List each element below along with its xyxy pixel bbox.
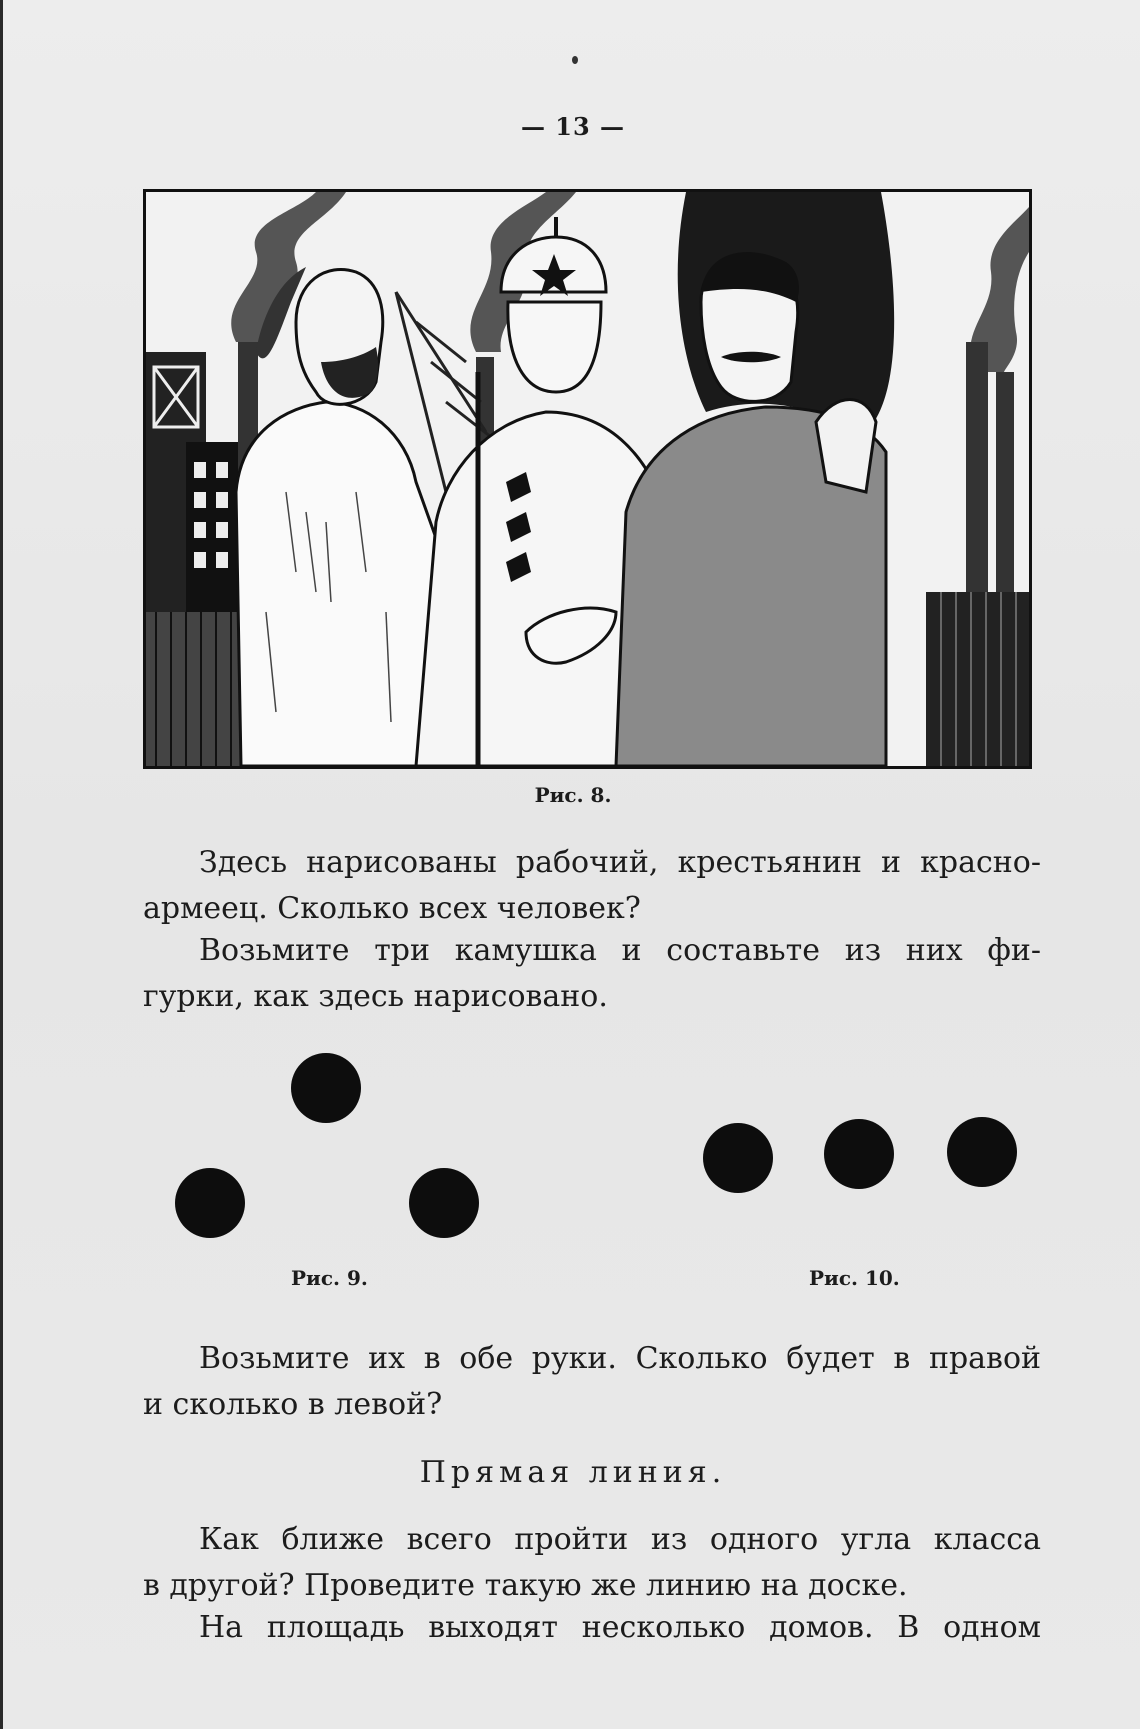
figure-8-illustration [143, 189, 1032, 769]
handshake-illustration [146, 192, 1029, 766]
stone-bottom-left [175, 1168, 245, 1238]
paragraph-5 [143, 1605, 1041, 1651]
ink-speck [572, 56, 578, 64]
paragraph-1-line-2: армеец. Сколько всех человек? [143, 891, 641, 926]
paragraph-3-line-2: и сколько в левой? [143, 1387, 443, 1422]
paragraph-4-line-2: в другой? Проведите такую же линию на доске. [143, 1568, 908, 1603]
figure-9-caption: Рис. 9. [291, 1266, 368, 1290]
paragraph-4 [143, 1517, 1041, 1609]
stone-top [291, 1053, 361, 1123]
paragraph-2 [143, 928, 1041, 1020]
figure-8-caption: Рис. 8. [534, 783, 612, 807]
paragraph-2-line-1: Возьмите три камушка и составьте из них фи- [199, 933, 1041, 968]
paragraph-5-line-1: На площадь выходят несколько домов. В одном [199, 1610, 1041, 1645]
stone-bottom-right [409, 1168, 479, 1238]
paragraph-2-line-2: гурки, как здесь нарисовано. [143, 979, 608, 1014]
stone-row-1 [703, 1123, 773, 1193]
stone-row-2 [824, 1119, 894, 1189]
paragraph-3 [143, 1336, 1041, 1428]
paragraph-1-line-1: Здесь нарисованы рабочий, крестьянин и красно- [199, 845, 1041, 880]
paragraph-3-line-1: Возьмите их в обе руки. Сколько будет в правой [199, 1341, 1041, 1376]
paragraph-1 [143, 840, 1041, 932]
section-heading: Прямая линия. [419, 1455, 727, 1490]
page-number: — 13 — [520, 112, 626, 141]
stone-row-3 [947, 1117, 1017, 1187]
figure-10-caption: Рис. 10. [809, 1266, 900, 1290]
paragraph-4-line-1: Как ближе всего пройти из одного угла класса [199, 1522, 1041, 1557]
